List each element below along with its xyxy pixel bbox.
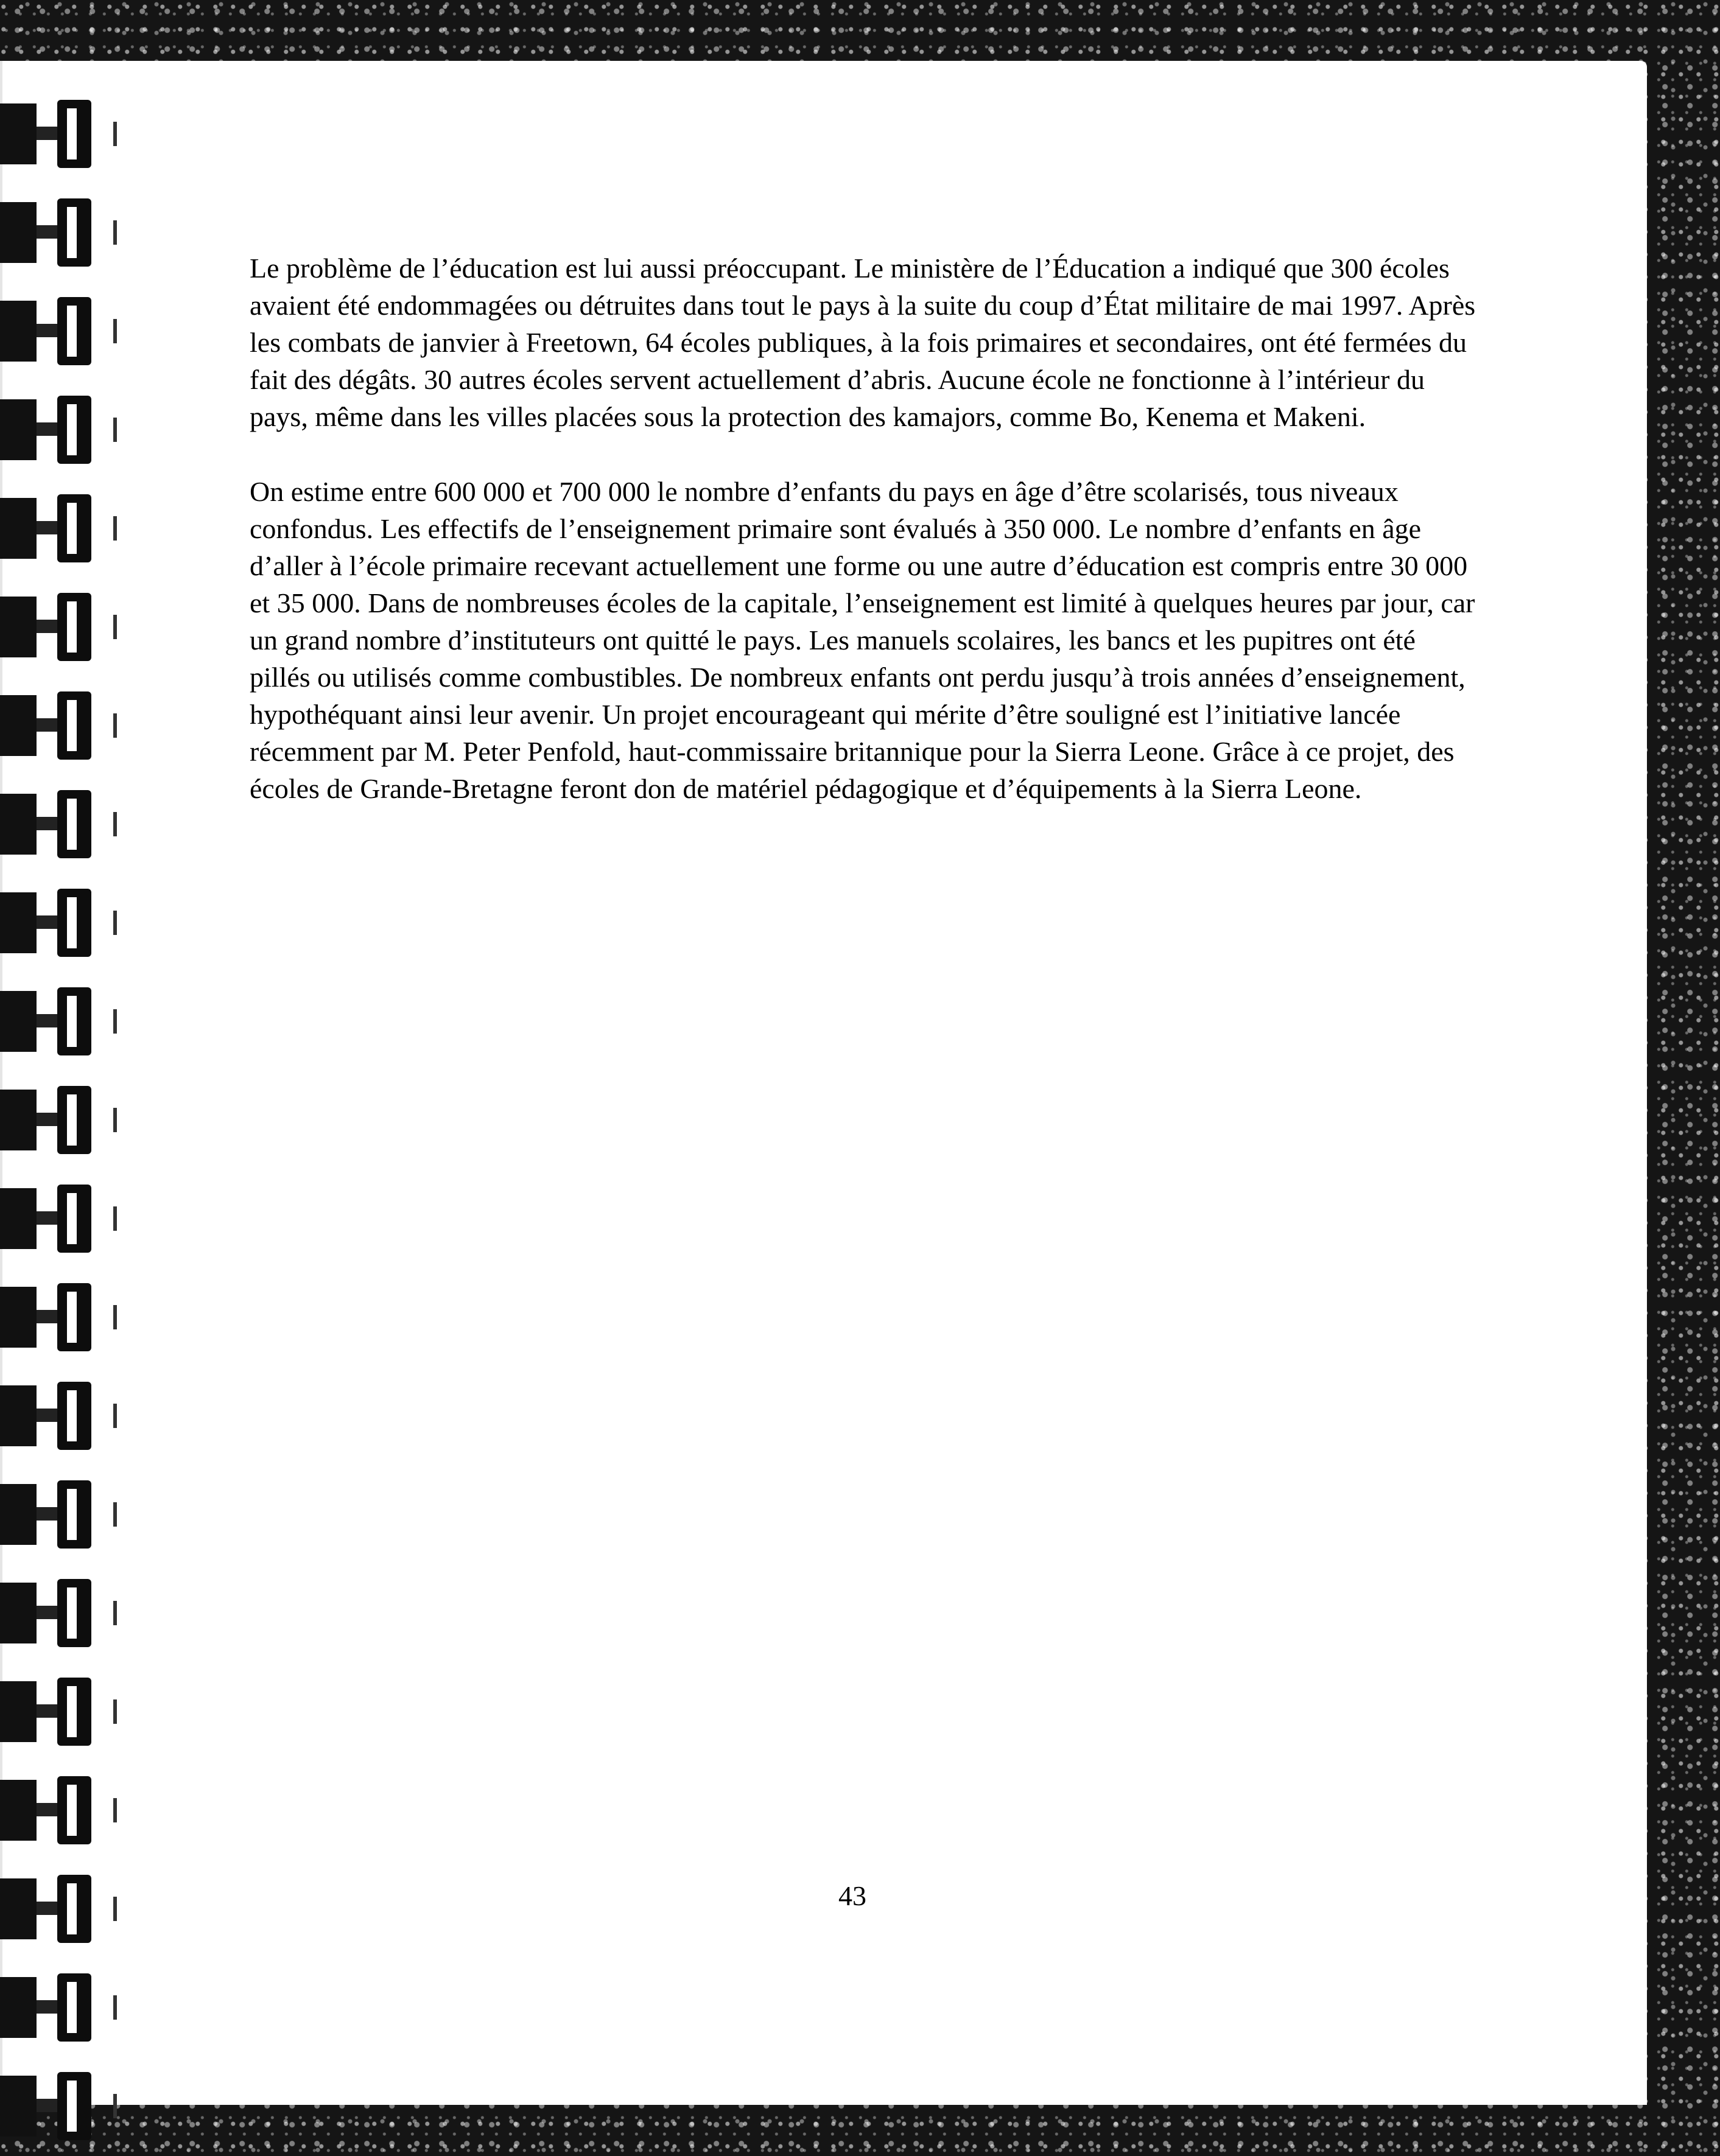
binding-ring-tab — [0, 399, 37, 460]
binding-ring-stem — [37, 225, 57, 239]
binding-ring — [0, 1774, 140, 1847]
binding-ring-tick — [113, 418, 117, 442]
binding-ring-loop — [57, 1283, 91, 1351]
binding-ring — [0, 1577, 140, 1650]
binding-ring-tick — [113, 1995, 117, 2020]
binding-ring — [0, 1379, 140, 1452]
binding-ring-loop — [57, 494, 91, 562]
binding-ring-stem — [37, 422, 57, 436]
binding-ring — [0, 886, 140, 959]
binding-ring-tab — [0, 1780, 37, 1841]
binding-ring-tick — [113, 812, 117, 836]
binding-ring-stem — [37, 718, 57, 732]
binding-ring-tab — [0, 301, 37, 362]
binding-ring — [0, 985, 140, 1058]
binding-ring-tab — [0, 695, 37, 756]
binding-ring-tab — [0, 1681, 37, 1742]
binding-ring-tab — [0, 2076, 37, 2137]
binding-ring-tick — [113, 1601, 117, 1625]
binding-ring-tab — [0, 1583, 37, 1643]
binding-ring-stem — [37, 127, 57, 140]
binding-ring-tick — [113, 1108, 117, 1132]
binding-ring — [0, 689, 140, 762]
binding-ring-loop — [57, 889, 91, 957]
binding-ring — [0, 1971, 140, 2044]
binding-ring — [0, 788, 140, 861]
binding-ring-tab — [0, 103, 37, 164]
binding-ring — [0, 1478, 140, 1551]
binding-ring-loop — [57, 987, 91, 1055]
binding-ring-loop — [57, 790, 91, 858]
page-number: 43 — [838, 1880, 866, 1911]
binding-ring-loop — [57, 1382, 91, 1450]
binding-ring-stem — [37, 1606, 57, 1619]
binding-ring-stem — [37, 1310, 57, 1323]
binding-ring-tab — [0, 202, 37, 263]
binding-ring-stem — [37, 2099, 57, 2112]
binding-ring — [0, 1675, 140, 1748]
body-text — [250, 250, 1480, 845]
binding-ring-stem — [37, 1113, 57, 1126]
binding-ring-loop — [57, 691, 91, 760]
binding-ring-stem — [37, 1211, 57, 1225]
binding-ring-stem — [37, 915, 57, 929]
binding-ring-loop — [57, 396, 91, 464]
binding-ring-tick — [113, 1699, 117, 1724]
binding-ring-tick — [113, 2094, 117, 2118]
binding-ring — [0, 1083, 140, 1157]
paragraph-enrolment: On estime entre 600 000 et 700 000 le nombre d’enfants du pays en âge d’être scolarisés, tous niveaux confondus. Les effectifs de l’enseignement primaire sont évalués à 350 000. Le nombre d’enfants en âge d’aller à l’école primaire recevant actuellement une forme ou une autre d’éducation est compris entre 30 000 et 35 000. Dans de nombreuses écoles de la capitale, l’enseignement est limité à quelques heures par jour, car un grand nombre d’instituteurs ont quitté le pays. Les manuels scolaires, les bancs et les pupitres ont été pillés ou utilisés comme combustibles. De nombreux enfants ont perdu jusqu’à trois années d’enseignement, hypothéquant ainsi leur avenir. Un projet encourageant qui mérite d’être souligné est l’initiative lancée récemment par M. Peter Penfold, haut-commissaire britannique pour la Sierra Leone. Grâce à ce projet, des écoles de Grande-Bretagne feront don de matériel pédagogique et d’équipements à la Sierra Leone. — [250, 476, 1475, 804]
binding-ring — [0, 393, 140, 466]
binding-ring-tick — [113, 1798, 117, 1822]
binding-ring — [0, 2070, 140, 2143]
binding-ring-stem — [37, 1409, 57, 1422]
binding-ring-tick — [113, 713, 117, 738]
binding-ring-tab — [0, 991, 37, 1052]
binding-ring-tick — [113, 220, 117, 245]
binding-ring-stem — [37, 620, 57, 633]
binding-ring — [0, 590, 140, 663]
binding-ring — [0, 196, 140, 269]
paragraph-education-damage: Le problème de l’éducation est lui aussi préoccupant. Le ministère de l’Éducation a indiqué que 300 écoles avaient été endommagées ou détruites dans tout le pays à la suite du coup d’État militaire de mai 1997. Après les combats de janvier à Freetown, 64 écoles publiques, à la fois primaires et secondaires, ont été fermées du fait des dégâts. 30 autres écoles servent actuellement d’abris. Aucune école ne fonctionne à l’intérieur du pays, même dans les villes placées sous la protection des kamajors, comme Bo, Kenema et Makeni. — [250, 253, 1476, 432]
binding-ring-tab — [0, 498, 37, 559]
binding-ring-tab — [0, 1287, 37, 1348]
binding-ring-loop — [57, 1678, 91, 1746]
binding-ring-tab — [0, 1188, 37, 1249]
binding-ring-tab — [0, 892, 37, 953]
binding-ring-stem — [37, 1704, 57, 1718]
spiral-binding — [0, 61, 140, 2130]
binding-ring-stem — [37, 1014, 57, 1027]
binding-ring-tick — [113, 122, 117, 146]
binding-ring-tab — [0, 1977, 37, 2038]
binding-ring-loop — [57, 1875, 91, 1943]
binding-ring-loop — [57, 1185, 91, 1253]
binding-ring-loop — [57, 297, 91, 365]
binding-ring-loop — [57, 1973, 91, 2042]
binding-ring-stem — [37, 1902, 57, 1915]
binding-ring-loop — [57, 1776, 91, 1844]
binding-ring-tick — [113, 1206, 117, 1231]
binding-ring — [0, 1872, 140, 1945]
binding-ring-tab — [0, 1090, 37, 1150]
binding-ring-tab — [0, 597, 37, 657]
binding-ring — [0, 492, 140, 565]
binding-ring-stem — [37, 2000, 57, 2014]
binding-ring-tick — [113, 911, 117, 935]
binding-ring-tab — [0, 794, 37, 855]
binding-ring-tick — [113, 1502, 117, 1527]
binding-ring-tick — [113, 516, 117, 541]
binding-ring-stem — [37, 324, 57, 337]
binding-ring-tick — [113, 615, 117, 639]
binding-ring — [0, 295, 140, 368]
binding-ring-loop — [57, 593, 91, 661]
binding-ring-tick — [113, 1009, 117, 1034]
binding-ring-tick — [113, 1305, 117, 1329]
binding-ring-loop — [57, 1480, 91, 1549]
binding-ring-tab — [0, 1878, 37, 1939]
binding-ring-tab — [0, 1385, 37, 1446]
binding-ring — [0, 1182, 140, 1255]
binding-ring — [0, 97, 140, 170]
binding-ring-stem — [37, 1507, 57, 1521]
binding-ring-stem — [37, 817, 57, 830]
binding-ring-tick — [113, 319, 117, 343]
binding-ring-tick — [113, 1404, 117, 1428]
binding-ring-tab — [0, 1484, 37, 1545]
binding-ring-stem — [37, 1803, 57, 1816]
binding-ring-tick — [113, 1897, 117, 1921]
binding-ring-loop — [57, 1086, 91, 1154]
binding-ring-loop — [57, 1579, 91, 1647]
binding-ring — [0, 1281, 140, 1354]
binding-ring-loop — [57, 2072, 91, 2140]
binding-ring-stem — [37, 521, 57, 534]
binding-ring-loop — [57, 198, 91, 267]
binding-ring-loop — [57, 100, 91, 168]
